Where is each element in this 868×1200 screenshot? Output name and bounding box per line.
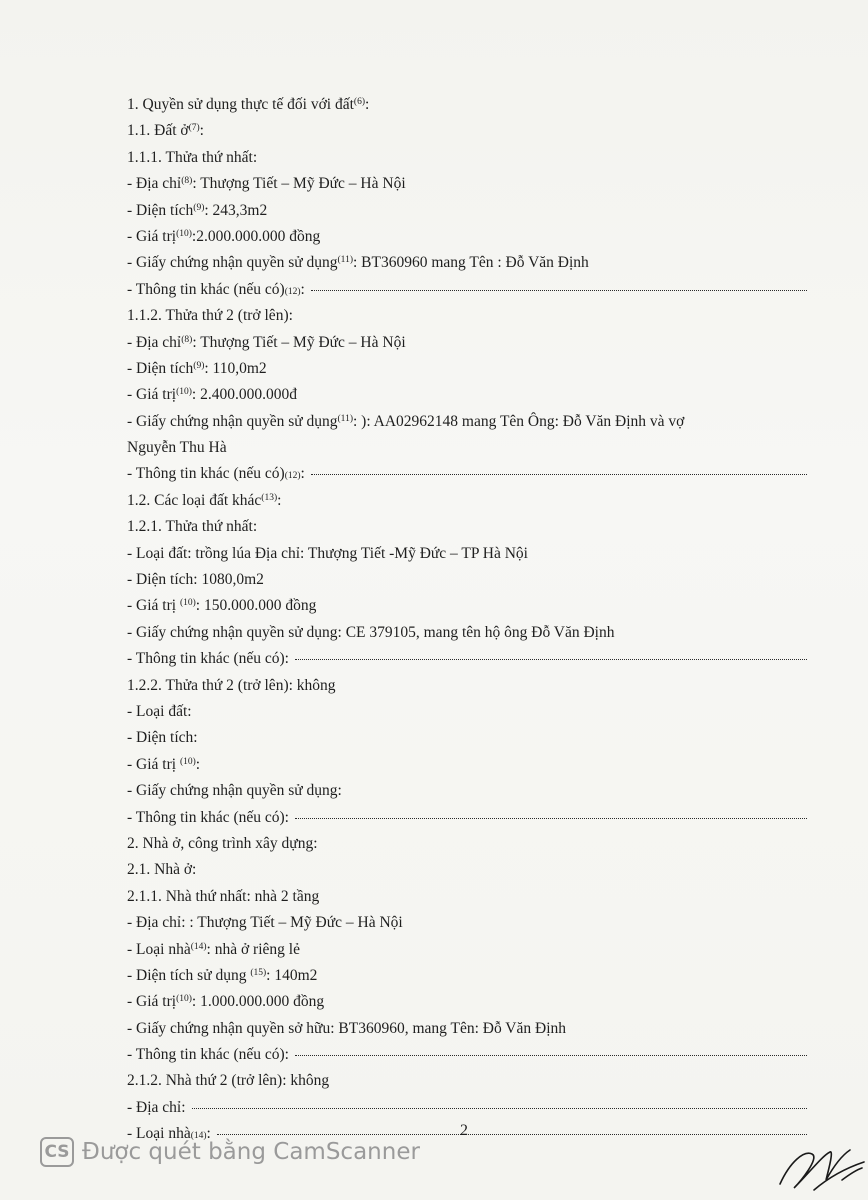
document-line	[127, 831, 807, 857]
line-text: - Thông tin khác (nếu có)	[127, 465, 285, 483]
document-line	[127, 250, 807, 276]
document-line	[127, 593, 807, 619]
line-text: - Giấy chứng nhận quyền sở hữu: BT360960, mang Tên: Đỗ Văn Định	[127, 1019, 566, 1037]
document-line	[127, 752, 807, 778]
line-text: 2.1.1. Nhà thứ nhất: nhà 2 tầng	[127, 887, 320, 905]
footnote-marker: (14)	[190, 941, 207, 952]
line-value: : Thượng Tiết – Mỹ Đức – Hà Nội	[192, 175, 406, 193]
line-text: 1. Quyền sử dụng thực tế đối với đất	[127, 96, 354, 113]
document-line	[127, 937, 807, 963]
document-line	[127, 1016, 807, 1042]
document-line	[127, 330, 807, 356]
camscanner-watermark	[40, 1135, 420, 1169]
footnote-marker: (10)	[176, 994, 192, 1005]
dotted-fill-line	[295, 659, 807, 660]
footnote-marker: (6)	[353, 97, 365, 107]
line-text: Nguyễn Thu Hà	[127, 439, 227, 457]
line-text: - Giá trị	[127, 597, 180, 615]
line-text: - Diện tích	[127, 359, 194, 377]
line-text: - Thông tin khác (nếu có)	[127, 280, 285, 298]
signature-icon	[770, 1132, 868, 1200]
line-text: - Giá trị	[127, 755, 180, 773]
line-text: - Loại nhà	[127, 1125, 191, 1143]
dotted-fill-line	[311, 474, 807, 475]
document-line	[127, 171, 807, 197]
line-text: - Giá trị	[127, 386, 177, 404]
footnote-marker: (13)	[261, 492, 278, 503]
declaration-body	[127, 92, 807, 1148]
line-value: : 140m2	[266, 966, 318, 984]
document-line	[127, 488, 807, 514]
document-line: - Loại nhà (14) :	[127, 1121, 807, 1147]
line-text: 2.1.2. Nhà thứ 2 (trở lên): không	[127, 1072, 330, 1090]
line-value: : 1.000.000.000 đồng	[191, 993, 325, 1011]
line-value: :	[277, 491, 282, 509]
footnote-marker: (9)	[193, 202, 205, 213]
line-value: : 150.000.000 đồng	[195, 597, 317, 615]
document-line	[127, 435, 807, 461]
footnote-marker: (10)	[176, 228, 192, 239]
document-line	[127, 541, 807, 567]
line-text: - Diện tích	[127, 201, 194, 219]
line-text: 1.1.1. Thửa thứ nhất:	[127, 148, 258, 166]
line-value: :	[300, 465, 305, 483]
footnote-marker: (10)	[179, 598, 196, 609]
dotted-fill-line	[192, 1108, 807, 1109]
document-line	[127, 514, 807, 540]
line-text: - Diện tích: 1080,0m2	[127, 571, 264, 589]
line-value: :2.000.000.000 đồng	[191, 227, 321, 245]
line-text: - Diện tích:	[127, 729, 198, 747]
line-text: - Địa chỉ	[127, 175, 182, 193]
footnote-marker: (7)	[188, 123, 200, 134]
dotted-fill-line	[295, 1055, 807, 1056]
document-line: - Thông tin khác (nếu có) (12) :	[127, 461, 807, 487]
document-line	[127, 620, 807, 646]
document-line	[127, 725, 807, 751]
document-line	[127, 673, 807, 699]
footnote-marker: (8)	[181, 334, 193, 345]
line-text: - Giấy chứng nhận quyền sử dụng:	[127, 782, 342, 800]
line-value: :	[300, 280, 305, 298]
line-text: - Giá trị	[127, 993, 177, 1011]
document-line	[127, 1095, 807, 1121]
footnote-marker: (10)	[176, 387, 192, 398]
document-line	[127, 963, 807, 989]
watermark-text: Được quét bằng CamScanner	[82, 1139, 420, 1165]
line-text: - Diện tích sử dụng	[127, 966, 251, 984]
camscanner-logo-icon: CS	[40, 1137, 74, 1167]
line-text: - Giấy chứng nhận quyền sử dụng: CE 379105, mang tên hộ ông Đỗ Văn Định	[127, 623, 615, 641]
line-text: - Địa chỉ:	[127, 1098, 186, 1116]
document-line	[127, 198, 807, 224]
footnote-marker: (8)	[181, 176, 193, 187]
footnote-marker: (15)	[250, 967, 267, 978]
document-line	[127, 409, 807, 435]
document-line	[127, 989, 807, 1015]
document-line	[127, 857, 807, 883]
document-line	[127, 145, 807, 171]
line-value: :	[206, 1125, 211, 1143]
document-line	[127, 92, 807, 118]
line-text: - Thông tin khác (nếu có):	[127, 1046, 289, 1064]
line-value: :	[364, 96, 370, 113]
document-line	[127, 224, 807, 250]
line-text: 1.1.2. Thửa thứ 2 (trở lên):	[127, 307, 293, 325]
dotted-fill-line	[311, 290, 807, 291]
document-line	[127, 910, 807, 936]
document-line	[127, 303, 807, 329]
document-line	[127, 778, 807, 804]
footnote-marker: (9)	[193, 360, 205, 371]
dotted-fill-line	[295, 818, 807, 819]
document-line	[127, 646, 807, 672]
line-value: :	[199, 122, 204, 140]
line-text: - Thông tin khác (nếu có):	[127, 808, 289, 826]
line-text: - Giấy chứng nhận quyền sử dụng	[127, 412, 338, 430]
document-line	[127, 884, 807, 910]
line-text: - Loại đất: trồng lúa Địa chỉ: Thượng Tiết -Mỹ Đức – TP Hà Nội	[127, 544, 528, 562]
line-value: : nhà ở riêng lẻ	[206, 940, 300, 958]
line-value: : BT360960 mang Tên : Đỗ Văn Định	[353, 254, 589, 272]
document-line	[127, 805, 807, 831]
line-text: 1.2. Các loại đất khác	[127, 491, 262, 509]
line-value: :	[195, 755, 201, 773]
line-value: : 2.400.000.000đ	[191, 386, 297, 404]
line-value: : 243,3m2	[204, 201, 268, 219]
line-text: - Giấy chứng nhận quyền sử dụng	[127, 254, 338, 272]
page-number: 2	[460, 1122, 468, 1139]
document-line	[127, 1068, 807, 1094]
footnote-marker: (11)	[337, 413, 353, 424]
line-text: 1.1. Đất ở	[127, 122, 189, 140]
line-value: : 110,0m2	[204, 359, 267, 377]
line-value: : ): AA02962148 mang Tên Ông: Đỗ Văn Định và vợ	[353, 412, 685, 430]
line-text: 1.2.2. Thửa thứ 2 (trở lên): không	[127, 676, 336, 694]
document-line: - Thông tin khác (nếu có) (12) :	[127, 277, 807, 303]
footnote-marker: (10)	[179, 756, 196, 767]
footnote-marker: (11)	[337, 255, 353, 266]
document-line	[127, 356, 807, 382]
line-text: - Địa chỉ	[127, 333, 182, 351]
line-text: - Giá trị	[127, 227, 177, 245]
line-text: - Thông tin khác (nếu có):	[127, 650, 289, 668]
line-text: 1.2.1. Thửa thứ nhất:	[127, 518, 258, 536]
document-line	[127, 1042, 807, 1068]
line-text: - Loại nhà	[127, 940, 191, 958]
document-line	[127, 567, 807, 593]
document-line	[127, 699, 807, 725]
document-line	[127, 382, 807, 408]
line-value: : Thượng Tiết – Mỹ Đức – Hà Nội	[192, 333, 406, 351]
line-text: - Địa chỉ: : Thượng Tiết – Mỹ Đức – Hà Nội	[127, 914, 403, 932]
document-line	[127, 118, 807, 144]
line-text: 2. Nhà ở, công trình xây dựng:	[127, 834, 318, 852]
line-text: 2.1. Nhà ở:	[127, 861, 197, 879]
line-text: - Loại đất:	[127, 702, 192, 720]
